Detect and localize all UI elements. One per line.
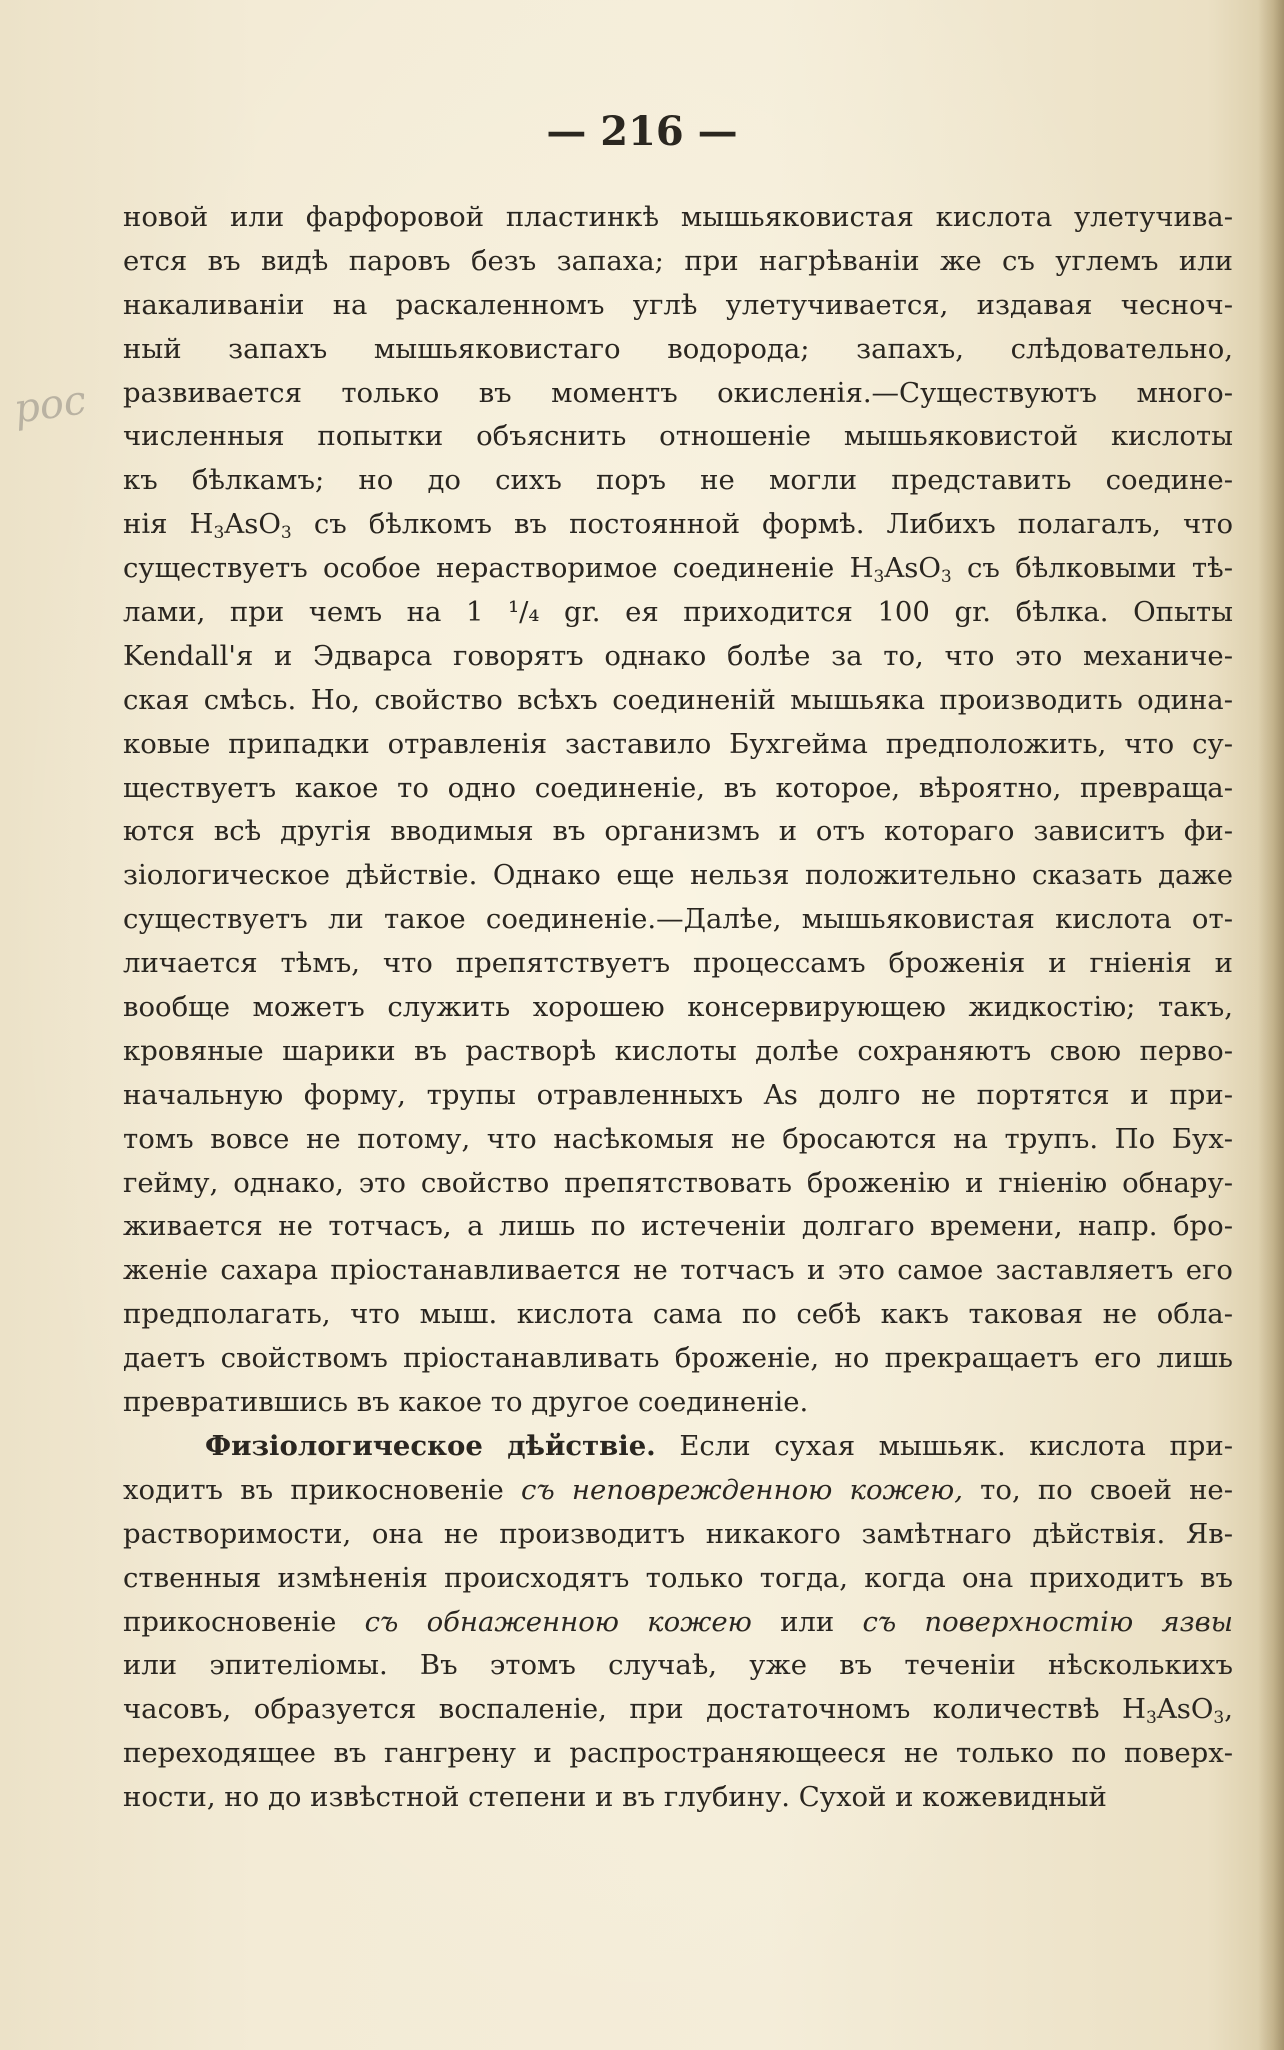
chemical-formula bbox=[849, 552, 952, 588]
text-line: Kendall'я и Эдварса говорятъ однако болѣе за то, что это механиче- bbox=[123, 639, 1233, 672]
text-fragment: нія bbox=[123, 508, 168, 541]
text-line: ская смѣсь. Но, свойство всѣхъ соединеній мышьяка производить одина- bbox=[123, 683, 1233, 716]
text-line: къ бѣлкамъ; но до сихъ поръ не могли представить соедине- bbox=[123, 464, 1233, 497]
text-fragment: начальную форму, трупы отравленныхъ bbox=[123, 1078, 744, 1111]
text-fragment: долго не портятся и при- bbox=[818, 1078, 1234, 1111]
text-fragment: лами, при чемъ на bbox=[123, 596, 442, 629]
text-line: личается тѣмъ, что препятствуетъ процессамъ броженія и гніенія и bbox=[123, 947, 1233, 980]
text-line: даетъ свойствомъ пріостанавливать броженіе, но прекращаетъ его лишь bbox=[123, 1342, 1233, 1375]
chemical-formula bbox=[189, 508, 292, 544]
text-fragment: Если сухая мышьяк. кислота при- bbox=[679, 1429, 1233, 1462]
formula-subscript: 3 bbox=[213, 523, 225, 544]
formula-subscript: 3 bbox=[280, 523, 292, 544]
text-line: или эпителіомы. Въ этомъ случаѣ, уже въ теченіи нѣсколькихъ bbox=[123, 1649, 1233, 1682]
formula-part: H bbox=[849, 552, 874, 585]
text-line: живается не тотчасъ, а лишь по истеченіи долгаго времени, напр. бро- bbox=[123, 1210, 1233, 1243]
text-line: растворимости, она не производитъ никакого замѣтнаго дѣйствія. Яв- bbox=[123, 1517, 1233, 1550]
emphasis: съ поверхностію язвы bbox=[862, 1605, 1233, 1638]
text-line: ется въ видѣ паровъ безъ запаха; при нагрѣваніи же съ углемъ или bbox=[123, 244, 1233, 277]
body-text bbox=[123, 196, 1233, 1820]
text-line: ковые припадки отравленія заставило Бухгейма предположить, что су- bbox=[123, 727, 1233, 760]
text-line: новой или фарфоровой пластинкѣ мышьяковистая кислота улетучива- bbox=[123, 201, 1233, 233]
unit: gr. bbox=[954, 596, 992, 629]
section-heading: Физіологическое дѣйствіе. bbox=[205, 1429, 656, 1462]
text-line: ются всѣ другія вводимыя въ организмъ и отъ котораго зависитъ фи- bbox=[123, 815, 1233, 848]
formula-part: H bbox=[1122, 1693, 1147, 1726]
text-fragment: съ бѣлковыми тѣ- bbox=[967, 552, 1233, 585]
text-line: развивается только въ моментъ окисленія.—Существуютъ много- bbox=[123, 376, 1233, 409]
text-line bbox=[123, 503, 1233, 547]
text-line: ный запахъ мышьяковистаго водорода; запахъ, слѣдовательно, bbox=[123, 332, 1233, 365]
formula-part: AsO bbox=[224, 508, 281, 541]
quantity: 1 ¹/₄ bbox=[466, 596, 540, 629]
chemical-symbol: As bbox=[763, 1078, 798, 1111]
text-line bbox=[123, 547, 1233, 591]
text-line: вообще можетъ служить хорошею консервирующею жидкостію; такъ, bbox=[123, 991, 1233, 1024]
text-line bbox=[123, 1425, 1233, 1469]
text-fragment: или bbox=[780, 1605, 835, 1638]
text-fragment: часовъ, образуется воспаленіе, при достаточномъ количествѣ bbox=[123, 1693, 1100, 1726]
text-line: томъ вовсе не потому, что насѣкомыя не бросаются на трупъ. По Бух- bbox=[123, 1122, 1233, 1155]
text-line: предполагать, что мыш. кислота сама по себѣ какъ таковая не обла- bbox=[123, 1298, 1233, 1331]
text-line: превратившись въ какое то другое соединеніе. bbox=[123, 1386, 809, 1419]
text-line bbox=[123, 591, 1233, 635]
text-fragment: то, по своей не- bbox=[980, 1473, 1233, 1506]
quantity: 100 bbox=[877, 596, 930, 629]
emphasis: съ обнаженною кожею bbox=[364, 1605, 752, 1638]
text-line: ственныя измѣненія происходятъ только тогда, когда она приходитъ въ bbox=[123, 1561, 1233, 1594]
text-line: зіологическое дѣйствіе. Однако еще нельзя положительно сказать даже bbox=[123, 859, 1233, 892]
text-line: женіе сахара пріостанавливается не тотчасъ и это самое заставляетъ его bbox=[123, 1254, 1233, 1287]
text-line: численныя попытки объяснить отношеніе мышьяковистой кислоты bbox=[123, 420, 1233, 453]
text-line bbox=[123, 1688, 1233, 1732]
unit: gr. bbox=[564, 596, 601, 629]
text-line bbox=[123, 1601, 1233, 1645]
handwritten-margin-note: рос bbox=[11, 377, 89, 433]
text-line: гейму, однако, это свойство препятствовать броженію и гніенію обнару- bbox=[123, 1166, 1233, 1199]
chemical-formula bbox=[1122, 1693, 1225, 1729]
formula-subscript: 3 bbox=[940, 567, 952, 588]
text-fragment: прикосновеніе bbox=[123, 1605, 337, 1638]
emphasis: съ неповрежденною кожею, bbox=[520, 1473, 963, 1506]
formula-part: H bbox=[189, 508, 214, 541]
text-fragment: существуетъ особое нерастворимое соединеніе bbox=[123, 552, 835, 585]
text-line: ности, но до извѣстной степени и въ глубину. Сухой и кожевидный bbox=[123, 1781, 1107, 1814]
formula-subscript: 3 bbox=[1146, 1708, 1157, 1729]
text-fragment: ходитъ въ прикосновеніе bbox=[123, 1473, 504, 1506]
formula-part: AsO bbox=[884, 552, 941, 585]
page-edge-shadow bbox=[1258, 0, 1284, 2050]
formula-subscript: 3 bbox=[873, 567, 885, 588]
text-fragment: съ бѣлкомъ въ постоянной формѣ. Либихъ полагалъ, что bbox=[313, 508, 1233, 541]
text-line: переходящее въ гангрену и распространяющееся не только по поверх- bbox=[123, 1737, 1233, 1770]
text-fragment: ея приходится bbox=[625, 596, 853, 629]
text-fragment: бѣлка. Опыты bbox=[1015, 596, 1233, 629]
text-fragment: , bbox=[1224, 1693, 1233, 1726]
formula-subscript: 3 bbox=[1213, 1708, 1225, 1729]
text-line bbox=[123, 1074, 1233, 1118]
formula-part: AsO bbox=[1156, 1693, 1214, 1726]
page-number: — 216 — bbox=[546, 108, 738, 155]
text-line: кровяные шарики въ растворѣ кислоты долѣе сохраняютъ свою перво- bbox=[123, 1034, 1233, 1067]
text-line: ществуетъ какое то одно соединеніе, въ которое, вѣроятно, превраща- bbox=[123, 771, 1233, 804]
text-line bbox=[123, 1469, 1233, 1513]
text-line: накаливаніи на раскаленномъ углѣ улетучивается, издавая чесноч- bbox=[123, 288, 1233, 321]
text-line: существуетъ ли такое соединеніе.—Далѣе, мышьяковистая кислота от- bbox=[123, 903, 1233, 936]
